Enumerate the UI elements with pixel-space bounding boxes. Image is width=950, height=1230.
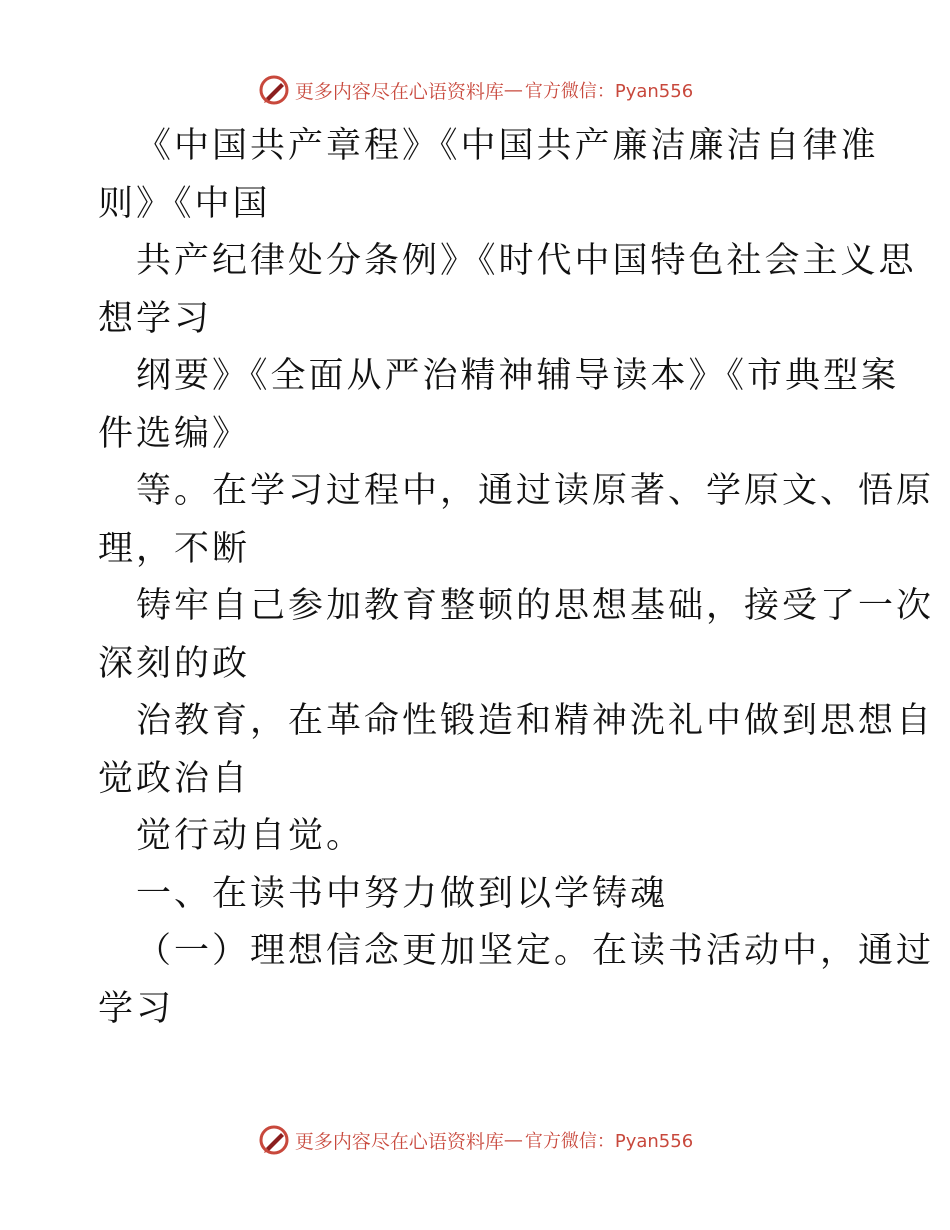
body-line: 想学习 [98, 298, 213, 339]
document-body [98, 118, 935, 1038]
body-line: 共产纪律处分条例》《时代中国特色社会主义思 [136, 241, 917, 281]
body-line: 件选编》 [98, 413, 251, 454]
header-banner [0, 70, 950, 110]
footer-wechat: 官方微信：Pyan556 [524, 1131, 694, 1152]
pen-circle-logo-icon [257, 1123, 291, 1157]
footer-dash: — [503, 1129, 523, 1151]
pen-circle-logo-icon [257, 73, 291, 107]
body-line: 铸牢自己参加教育整顿的思想基础，接受了一次 [136, 586, 935, 626]
body-line: 觉政治自 [98, 758, 251, 799]
body-line: 纲要》《全面从严治精神辅导读本》《市典型案 [136, 356, 900, 396]
header-brand: 更多内容尽在心语资料库 [294, 80, 504, 103]
body-line: 理，不断 [98, 528, 251, 569]
body-line: 学习 [98, 988, 175, 1029]
body-line: （一）理想信念更加坚定。在读书活动中，通过 [136, 931, 935, 971]
section-heading: 一、在读书中努力做到以学铸魂 [136, 873, 669, 914]
body-line: 觉行动自觉。 [136, 816, 365, 856]
footer-banner [0, 1120, 950, 1160]
body-line: 治教育，在革命性锻造和精神洗礼中做到思想自 [136, 701, 935, 741]
body-line: 《中国共产章程》《中国共产廉洁廉洁自律准 [136, 126, 879, 166]
body-line: 则》《中国 [98, 183, 271, 224]
body-line: 等。在学习过程中，通过读原著、学原文、悟原 [136, 471, 935, 511]
footer-brand: 更多内容尽在心语资料库 [294, 1130, 504, 1153]
header-wechat: 官方微信：Pyan556 [524, 81, 694, 102]
body-line: 深刻的政 [98, 643, 251, 684]
header-dash: — [503, 79, 523, 101]
